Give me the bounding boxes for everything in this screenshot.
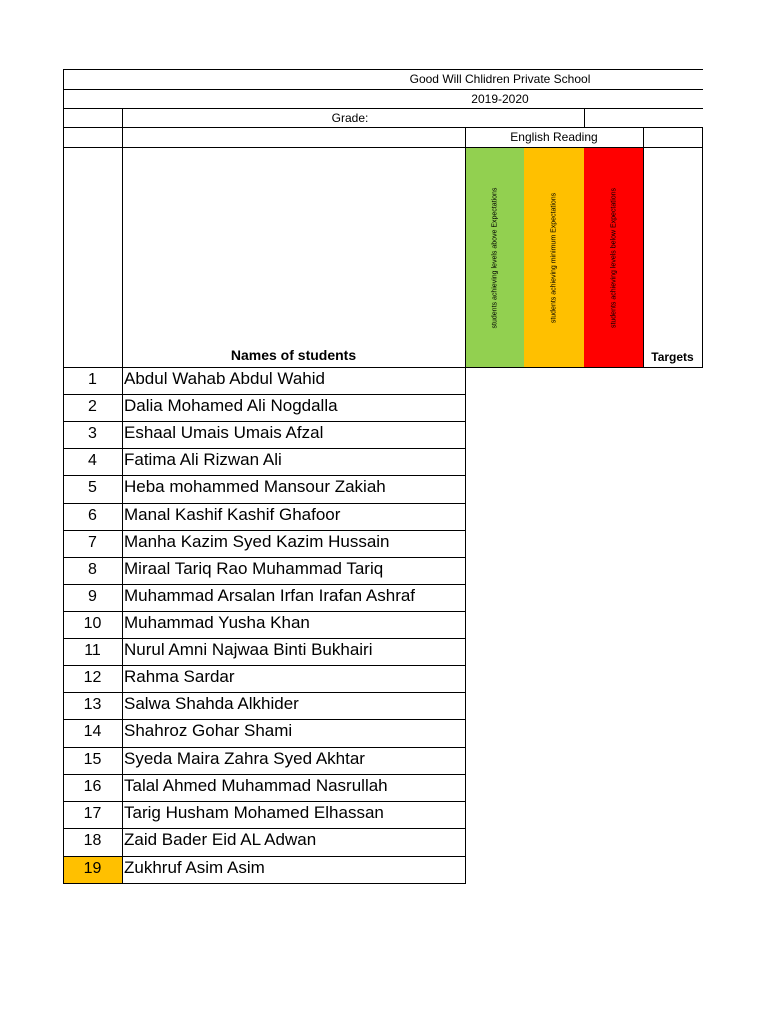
subject-header: English Reading	[510, 130, 598, 144]
student-name: Salwa Shahda Alkhider	[124, 694, 299, 713]
names-header: Names of students	[230, 347, 357, 363]
student-name: Heba mohammed Mansour Zakiah	[124, 477, 386, 496]
band-minimum-expectations	[524, 148, 584, 367]
student-name: Zaid Bader Eid AL Adwan	[124, 830, 317, 849]
band-above-label: students achieving levels above Expectations	[491, 187, 498, 328]
student-name: Eshaal Umais Umais Afzal	[124, 423, 324, 442]
band-below-expectations	[584, 148, 643, 367]
band-below-label: students achieving levels below Expectations	[610, 187, 617, 328]
student-number: 5	[88, 479, 97, 496]
student-number: 17	[83, 805, 102, 822]
student-name: Rahma Sardar	[124, 667, 235, 686]
student-number: 3	[88, 425, 97, 442]
student-name: Shahroz Gohar Shami	[124, 721, 293, 740]
student-name: Syeda Maira Zahra Syed Akhtar	[124, 749, 365, 768]
student-number: 6	[88, 507, 97, 524]
grade-label: Grade:	[331, 111, 369, 125]
band-above-expectations	[465, 148, 524, 367]
student-number: 10	[83, 615, 102, 632]
student-number: 4	[88, 452, 97, 469]
band-minimum-label: students achieving minimum Expectations	[550, 192, 558, 323]
student-number: 7	[88, 534, 97, 551]
student-name: Fatima Ali Rizwan Ali	[124, 450, 282, 469]
student-number: 13	[83, 696, 102, 713]
student-number: 19	[83, 860, 102, 877]
student-number: 14	[83, 723, 102, 740]
student-name: Miraal Tariq Rao Muhammad Tariq	[124, 559, 384, 578]
academic-year: 2019-2020	[471, 92, 529, 106]
student-name: Manha Kazim Syed Kazim Hussain	[124, 532, 390, 551]
student-name: Muhammad Yusha Khan	[124, 613, 310, 632]
student-number: 2	[88, 398, 97, 415]
student-name: Dalia Mohamed Ali Nogdalla	[124, 396, 338, 415]
student-number: 15	[83, 751, 102, 768]
student-name: Muhammad Arsalan Irfan Irafan Ashraf	[124, 586, 416, 605]
student-number: 8	[88, 561, 97, 578]
student-number: 1	[88, 371, 97, 388]
student-name: Zukhruf Asim Asim	[124, 858, 265, 877]
student-number: 18	[83, 832, 102, 849]
student-name: Nurul Amni Najwaa Binti Bukhairi	[124, 640, 373, 659]
student-number: 9	[88, 588, 97, 605]
student-number: 11	[84, 642, 101, 659]
school-name: Good Will Chlidren Private School	[409, 72, 591, 86]
student-name: Talal Ahmed Muhammad Nasrullah	[124, 776, 388, 795]
student-number: 12	[83, 669, 102, 686]
targets-header: Targets	[651, 350, 694, 364]
student-name: Manal Kashif Kashif Ghafoor	[124, 505, 341, 524]
student-name: Abdul Wahab Abdul Wahid	[124, 369, 325, 388]
student-number: 16	[83, 778, 102, 795]
student-name: Tarig Husham Mohamed Elhassan	[124, 803, 384, 822]
